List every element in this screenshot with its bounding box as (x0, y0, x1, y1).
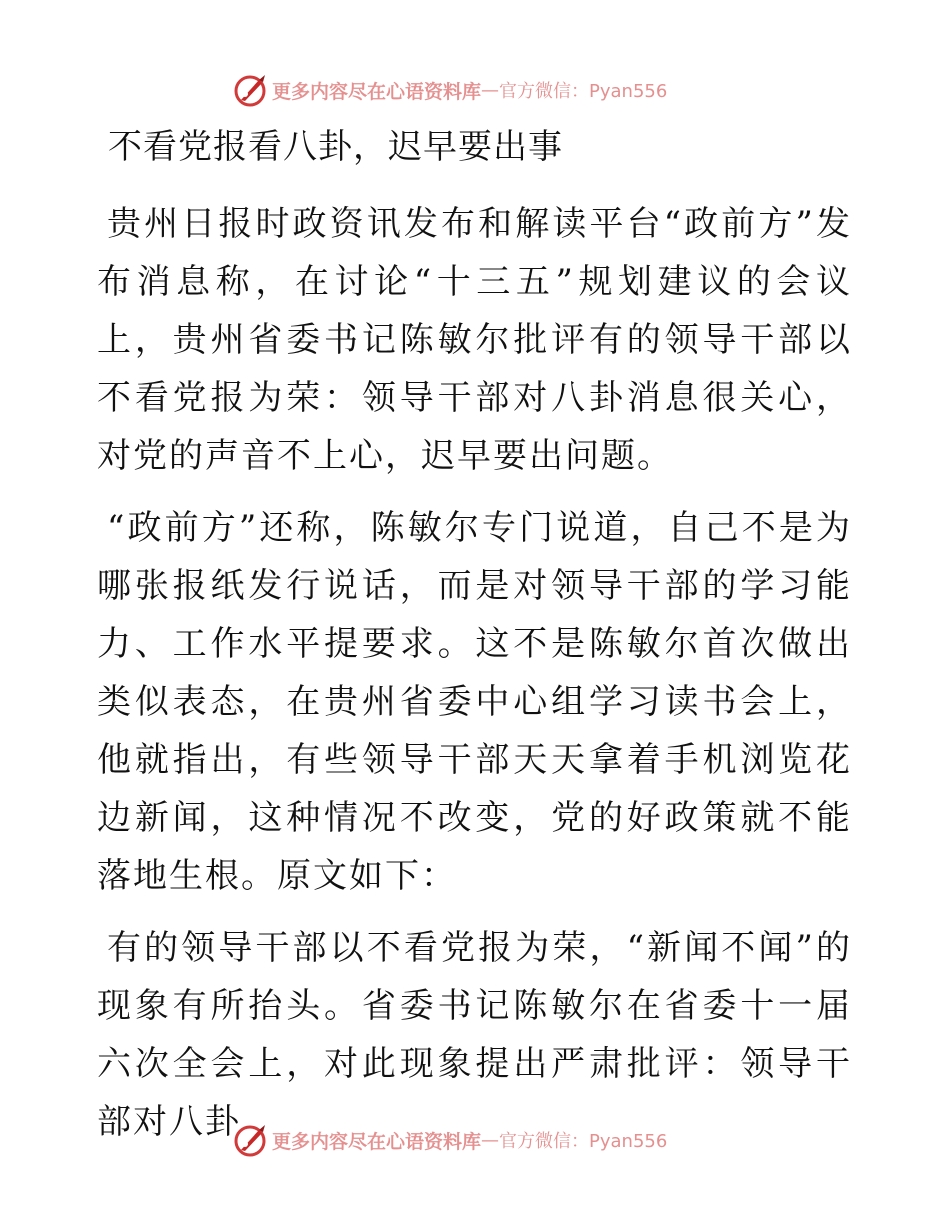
watermark-main-text: 更多内容尽在心语资料库 (272, 1130, 482, 1153)
watermark-contact-text: 官方微信：Pyan556 (499, 81, 668, 102)
article-paragraph-1: 贵州日报时政资讯发布和解读平台“政前方”发布消息称，在讨论“十三五”规划建议的会议上，贵州省委书记陈敏尔批评有的领导干部以不看党报为荣：领导干部对八卦消息很关心，对党的声音不上心，迟早要出问题。 (97, 204, 852, 476)
footer-watermark (232, 1120, 667, 1160)
red-quill-seal-icon (232, 72, 268, 108)
watermark-separator: — (481, 79, 500, 101)
article-paragraph-3: 有的领导干部以不看党报为荣，“新闻不闻”的现象有所抬头。省委书记陈敏尔在省委十一届六次全会上，对此现象提出严肃批评：领导干部对八卦 (97, 928, 852, 1142)
article-paragraph-2: “政前方”还称，陈敏尔专门说道，自己不是为哪张报纸发行说话，而是对领导干部的学习能力、工作水平提要求。这不是陈敏尔首次做出类似表态，在贵州省委中心组学习读书会上，他就指出，有些领导干部天天拿着手机浏览花边新闻，这种情况不改变，党的好政策就不能落地生根。原文如下： (97, 508, 852, 896)
header-watermark (232, 70, 667, 110)
article-title: 不看党报看八卦，迟早要出事 (108, 127, 563, 167)
watermark-contact-text: 官方微信：Pyan556 (499, 1131, 668, 1152)
watermark-main-text: 更多内容尽在心语资料库 (272, 80, 482, 103)
article-body (97, 122, 852, 1151)
watermark-separator: — (481, 1129, 500, 1151)
red-quill-seal-icon (232, 1122, 268, 1158)
